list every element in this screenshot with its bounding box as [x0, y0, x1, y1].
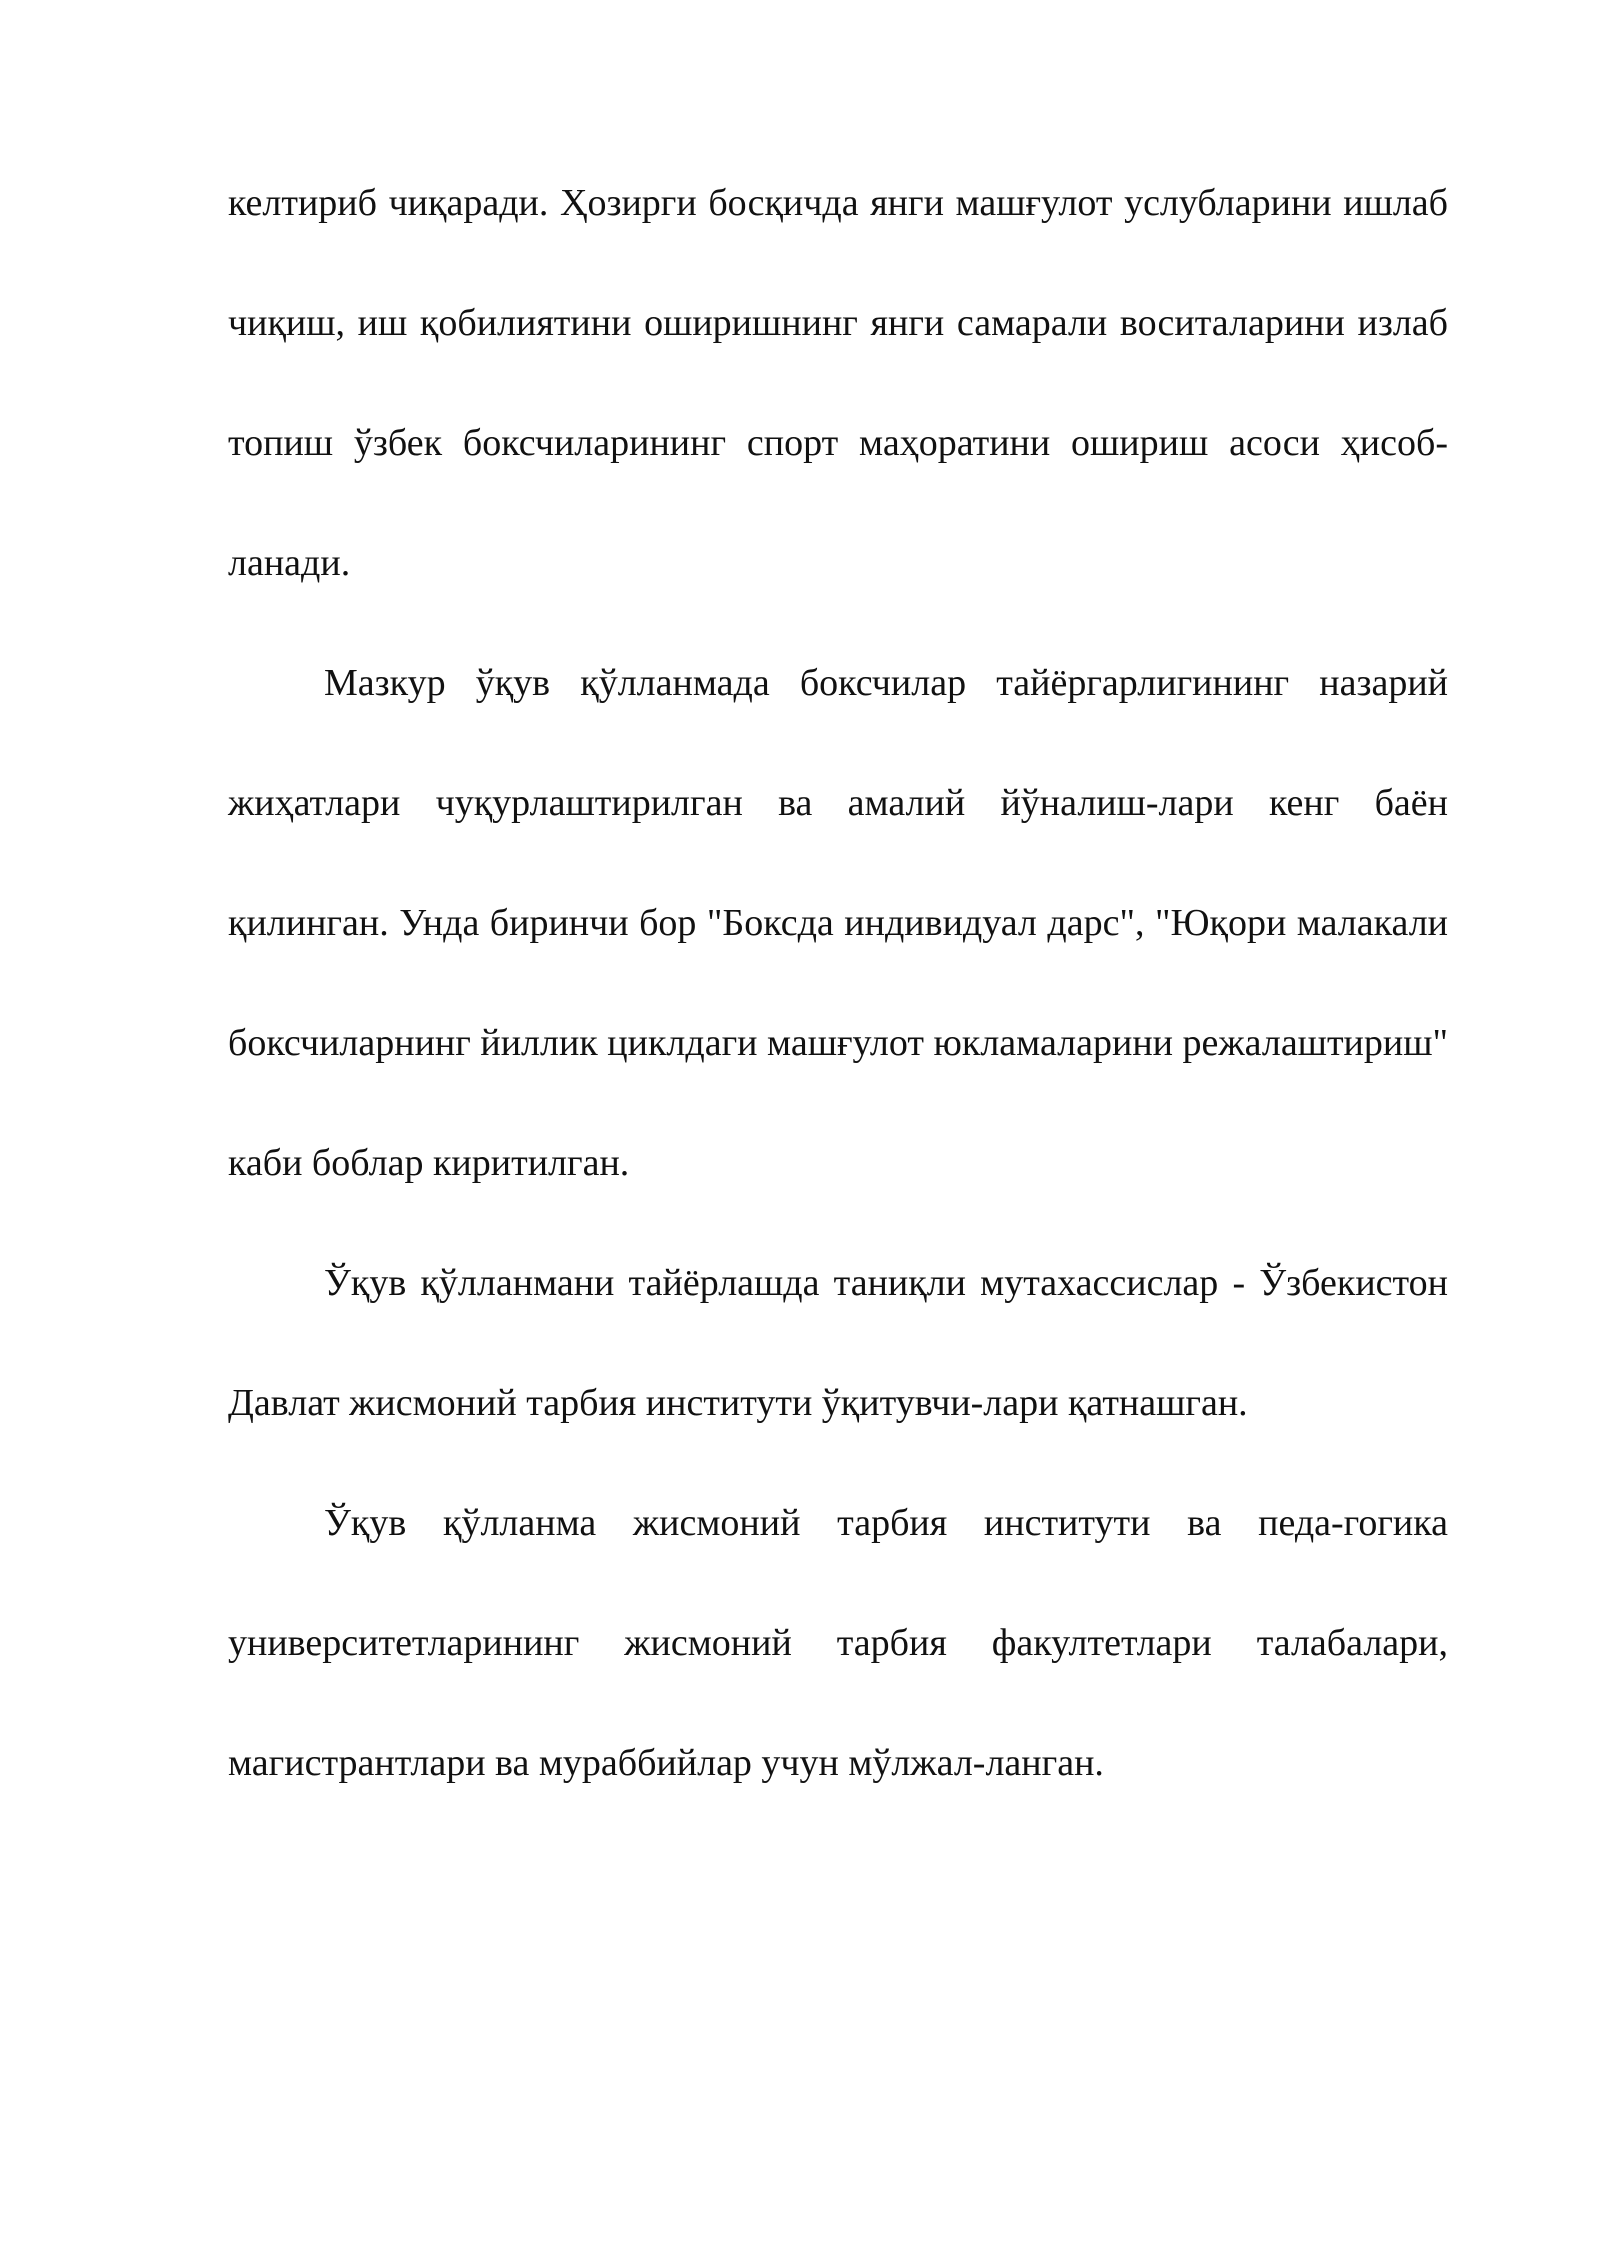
paragraph-4: Ўқув қўлланма жисмоний тарбия институти ва педа-гогика университетларининг жисмоний тарбия факултетлари талабалари, магистрантлари ва мураббийлар учун мўлжал-ланган.: [228, 1502, 1448, 1784]
paragraph-3: Ўқув қўлланмани тайёрлашда таниқли мутахассислар - Ўзбекистон Давлат жисмоний тарбия институти ўқитувчи-лари қатнашган.: [228, 1262, 1448, 1424]
paragraph-2: Мазкур ўқув қўлланмада боксчилар тайёргарлигининг назарий жиҳатлари чуқурлаштирилган ва амалий йўналиш-лари кенг баён қилинган. Унда биринчи бор "Боксда индивидуал дарс", "Юқори малакали боксчиларнинг йиллик циклдаги машғулот юкламаларини режалаштириш" каби боблар киритилган.: [228, 662, 1448, 1184]
paragraph-1: келтириб чиқаради. Ҳозирги босқичда янги машғулот услубларини ишлаб чиқиш, иш қобилиятини оширишнинг янги самарали воситаларини излаб топиш ўзбек боксчиларининг спорт маҳоратини ошириш асоси ҳисоб-ланади.: [228, 182, 1448, 584]
body-text: [228, 143, 1448, 1823]
